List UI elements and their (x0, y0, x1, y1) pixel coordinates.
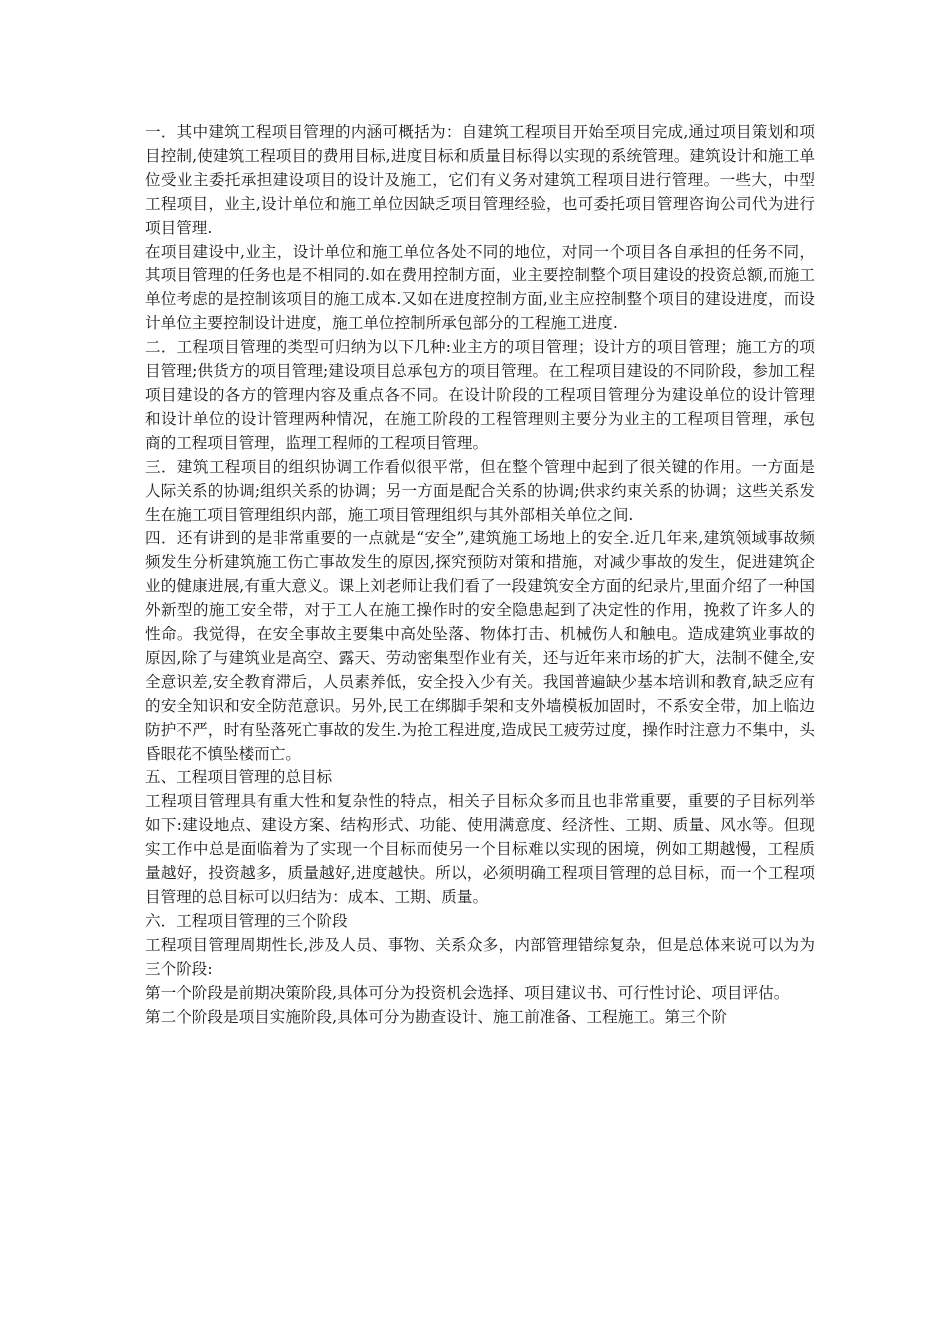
paragraph-5-safety: 四．还有讲到的是非常重要的一点就是“安全”,建筑施工场地上的安全.近几年来,建筑领域事故频频发生分析建筑施工伤亡事故发生的原因,探究预防对策和措施，对减少事故的发生，促进建筑企业的健康进展,有重大意义。课上刘老师让我们看了一段建筑安全方面的纪录片,里面介绍了一种国外新型的施工安全带，对于工人在施工操作时的安全隐患起到了决定性的作用，挽救了许多人的性命。我觉得，在安全事故主要集中高处坠落、物体打击、机械伤人和触电。造成建筑业事故的原因,除了与建筑业是高空、露天、劳动密集型作业有关，还与近年来市场的扩大，法制不健全,安全意识差,安全教育滞后，人员素养低，安全投入少有关。我国普遍缺少基本培训和教育,缺乏应有的安全知识和安全防范意识。另外,民工在绑脚手架和支外墙模板加固时，不系安全带，加上临边防护不严，时有坠落死亡事故的发生.为抢工程进度,造成民工疲劳过度，操作时注意力不集中，头昏眼花不慎坠楼而亡。 (145, 529, 815, 763)
paragraph-7-stages-intro: 工程项目管理周期性长,涉及人员、事物、关系众多，内部管理错综复杂，但是总体来说可以为为三个阶段: (145, 935, 815, 978)
paragraph-9-stage-two: 第二个阶段是项目实施阶段,具体可分为勘查设计、施工前准备、工程施工。第三个阶 (145, 1007, 727, 1026)
section-heading-three-stages: 六．工程项目管理的三个阶段 (145, 911, 348, 930)
paragraph-1-definition: 一．其中建筑工程项目管理的内涵可概括为：自建筑工程项目开始至项目完成,通过项目策划和项目控制,使建筑工程项目的费用目标,进度目标和质量目标得以实现的系统管理。建筑设计和施工单位受业主委托承担建设项目的设计及施工，它们有义务对建筑工程项目进行管理。一些大，中型工程项目，业主,设计单位和施工单位因缺乏项目管理经验，也可委托项目管理咨询公司代为进行项目管理. (145, 123, 815, 237)
paragraph-4-coordination: 三．建筑工程项目的组织协调工作看似很平常，但在整个管理中起到了很关键的作用。一方面是人际关系的协调;组织关系的协调；另一方面是配合关系的协调;供求约束关系的协调；这些关系发生在施工项目管理组织内部，施工项目管理组织与其外部相关单位之间. (145, 457, 815, 524)
document-body (145, 121, 815, 1029)
section-heading-overall-goal: 五、工程项目管理的总目标 (145, 768, 333, 787)
paragraph-2-project-roles: 在项目建设中,业主，设计单位和施工单位各处不同的地位，对同一个项目各自承担的任务不同，其项目管理的任务也是不相同的.如在费用控制方面，业主要控制整个项目建设的投资总额,而施工单位考虑的是控制该项目的施工成本.又如在进度控制方面,业主应控制整个项目的建设进度，而设计单位主要控制设计进度，施工单位控制所承包部分的工程施工进度. (145, 242, 815, 333)
paragraph-3-management-types: 二．工程项目管理的类型可归纳为以下几种:业主方的项目管理；设计方的项目管理；施工方的项目管理;供货方的项目管理;建设项目总承包方的项目管理。在工程项目建设的不同阶段，参加工程项目建设的各方的管理内容及重点各不同。在设计阶段的工程项目管理分为建设单位的设计管理和设计单位的设计管理两种情况，在施工阶段的工程管理则主要分为业主的工程项目管理，承包商的工程项目管理，监理工程师的工程项目管理。 (145, 338, 815, 452)
paragraph-8-stage-one: 第一个阶段是前期决策阶段,具体可分为投资机会选择、项目建议书、可行性讨论、项目评估。 (145, 983, 790, 1002)
paragraph-6-overall-goal: 工程项目管理具有重大性和复杂性的特点，相关子目标众多而且也非常重要，重要的子目标列举如下:建设地点、建设方案、结构形式、功能、使用满意度、经济性、工期、质量、风水等。但现实工作中总是面临着为了实现一个目标而使另一个目标难以实现的困境，例如工期越慢，工程质量越好，投资越多，质量越好,进度越快。所以，必须明确工程项目管理的总目标，而一个工程项目管理的总目标可以归结为：成本、工期、质量。 (145, 792, 815, 906)
